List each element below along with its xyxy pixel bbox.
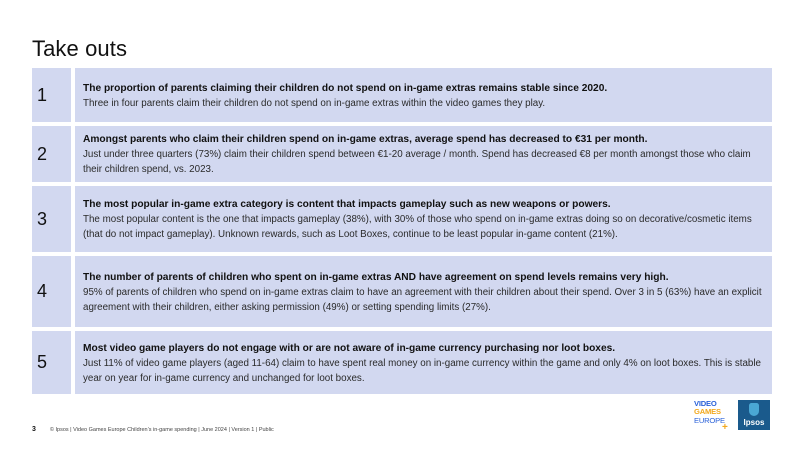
takeout-text: 95% of parents of children who spend on in-game extras claim to have an agreement with their children about their spend. Over 3 in 5 (63%) have an explicit agreement with their children, either asking permission (49%) or setting spending limits (27%). bbox=[83, 286, 762, 313]
vge-logo-line2: GAMES bbox=[694, 407, 721, 417]
takeouts-list bbox=[32, 68, 772, 398]
takeout-text: The most popular content is the one that impacts gameplay (38%), with 30% of those who spend on in-game extras doing so on decorative/cosmetic items (that do not impact gameplay). Unknown rewards, such as Loot Boxes, continue to be least popular in-game content (21%). bbox=[83, 214, 752, 240]
vge-logo-line1: VIDEO bbox=[694, 399, 717, 408]
takeout-row bbox=[32, 186, 772, 252]
takeout-headline: Amongst parents who claim their children spend on in-game extras, average spend has decreased to €31 per month. bbox=[83, 134, 648, 145]
vge-logo-line3: EUROPE bbox=[694, 415, 725, 425]
takeout-box bbox=[75, 186, 772, 252]
takeout-text: Three in four parents claim their children do not spend on in-game extras within the video games they play. bbox=[83, 97, 546, 109]
ipsos-logo bbox=[738, 400, 770, 430]
takeout-number: 3 bbox=[32, 186, 71, 252]
ipsos-logo-mark-icon bbox=[749, 403, 759, 416]
ipsos-logo-text: Ipsos bbox=[743, 418, 765, 427]
takeout-headline: The proportion of parents claiming their children do not spend on in-game extras remains stable since 2020. bbox=[83, 82, 608, 94]
footer bbox=[32, 426, 274, 433]
page-title: Take outs bbox=[32, 36, 128, 61]
takeout-row bbox=[32, 126, 772, 182]
takeout-box bbox=[75, 331, 772, 394]
takeout-box bbox=[75, 126, 772, 182]
takeout-number: 4 bbox=[32, 256, 71, 327]
takeout-row bbox=[32, 331, 772, 394]
takeout-box bbox=[75, 256, 772, 327]
takeout-headline: The number of parents of children who spent on in-game extras AND have agreement on spend levels remains very high. bbox=[83, 271, 669, 283]
takeout-number: 2 bbox=[32, 126, 71, 182]
takeout-text: Just under three quarters (73%) claim their children spend between €1-20 average / month. Spend has decreased €8 per month amongst those who claim their children spend, vs. 2023. bbox=[83, 149, 751, 175]
takeout-number: 1 bbox=[32, 68, 71, 122]
takeout-headline: The most popular in-game extra category is content that impacts gameplay such as new weapons or powers. bbox=[83, 199, 611, 210]
takeout-box bbox=[75, 68, 772, 122]
takeout-number: 5 bbox=[32, 331, 71, 394]
takeout-row bbox=[32, 68, 772, 122]
page-number: 3 bbox=[32, 426, 36, 433]
video-games-europe-logo bbox=[694, 399, 736, 433]
takeout-row bbox=[32, 256, 772, 327]
takeout-headline: Most video game players do not engage with or are not aware of in-game currency purchasing nor loot boxes. bbox=[83, 342, 616, 354]
footer-text: © Ipsos | Video Games Europe Children’s in-game spending | June 2024 | Version 1 | Public bbox=[49, 426, 274, 433]
takeout-text: Just 11% of video game players (aged 11-64) claim to have spent real money on in-game currency within the game and only 4% on loot boxes. This is stable year on year for in-game currency and unchanged for loot boxes. bbox=[83, 357, 761, 384]
vge-logo-plus: + bbox=[722, 422, 728, 433]
